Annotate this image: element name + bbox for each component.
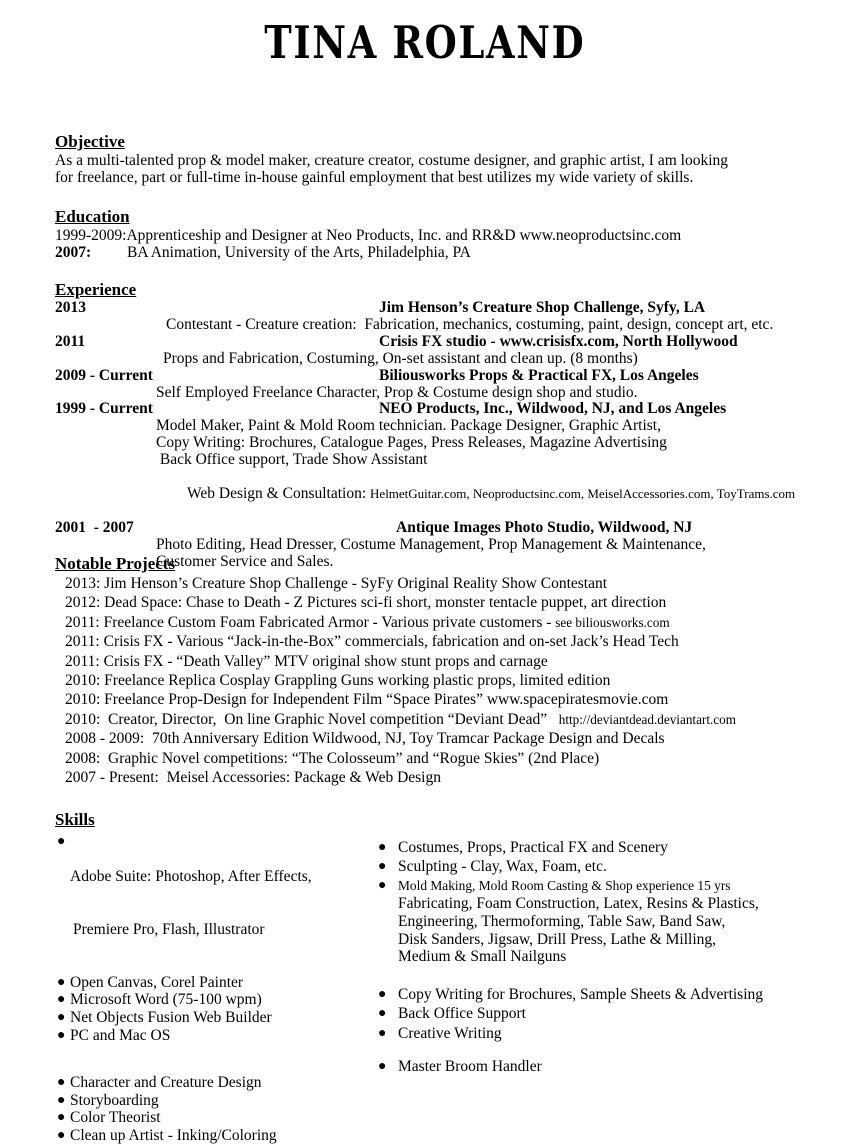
- skill-item: ● Net Objects Fusion Web Builder: [57, 1008, 272, 1026]
- skill-detail-line: Disk Sanders, Jigsaw, Drill Press, Lathe & Milling,: [398, 930, 717, 948]
- skill-detail-line: Fabricating, Foam Construction, Latex, Resins & Plastics,: [398, 895, 759, 912]
- experience-company: Antique Images Photo Studio, Wildwood, NJ: [396, 518, 693, 536]
- page-title: TINA ROLAND: [264, 16, 586, 69]
- education-entry: [55, 227, 835, 244]
- skill-item: ● Costumes, Props, Practical FX and Scenery: [378, 839, 668, 856]
- experience-company: Biliousworks Props & Practical FX, Los Angeles: [379, 366, 699, 384]
- objective-line: As a multi-talented prop & model maker, creature creator, costume designer, and graphic artist, I am looking: [55, 152, 729, 169]
- skill-detail-line: Medium & Small Nailguns: [398, 948, 567, 966]
- projects-list: [55, 574, 835, 787]
- experience-detail: Model Maker, Paint & Mold Room technician. Package Designer, Graphic Artist,: [156, 417, 661, 435]
- project-item: 2011: Freelance Custom Foam Fabricated Armor - Various private customers - see biliousworks.com: [65, 613, 670, 631]
- education-date: 1999-2009:: [55, 227, 127, 244]
- project-item: 2008 - 2009: 70th Anniversary Edition Wildwood, NJ, Toy Tramcar Package Design and Decals: [65, 730, 665, 748]
- experience-detail: Self Employed Freelance Character, Prop & Costume design shop and studio.: [156, 383, 638, 401]
- bullet-icon: ●: [378, 1025, 387, 1041]
- skills-column-right: [378, 838, 828, 1076]
- bullet-icon: ●: [378, 987, 387, 1003]
- education-entry: [55, 244, 835, 261]
- education-text: BA Animation, University of the Arts, Philadelphia, PA: [127, 244, 471, 261]
- skill-detail-line: Engineering, Thermoforming, Table Saw, Band Saw,: [398, 912, 726, 930]
- skill-item: ● Color Theorist: [57, 1109, 161, 1127]
- experience-entry: [55, 368, 835, 402]
- experience-detail-lead: Web Design & Consultation:: [187, 484, 371, 502]
- project-item: 2010: Freelance Prop-Design for Independent Film “Space Pirates” www.spacepiratesmovie.com: [65, 691, 669, 709]
- bullet-icon: ●: [57, 992, 66, 1008]
- skill-item: ● Master Broom Handler: [378, 1058, 542, 1076]
- experience-entry: [55, 334, 835, 368]
- header: [0, 16, 850, 69]
- section-notable-projects: [55, 553, 835, 787]
- skills-right-group2: [378, 985, 828, 1043]
- experience-heading: Experience: [55, 280, 137, 299]
- skill-item: ● Back Office Support: [378, 1005, 526, 1023]
- experience-company: Jim Henson’s Creature Shop Challenge, Syfy, LA: [379, 299, 706, 316]
- project-item: 2013: Jim Henson’s Creature Shop Challenge - SyFy Original Reality Show Contestant: [65, 575, 608, 592]
- experience-entry: [55, 300, 835, 334]
- project-item: 2010: Creator, Director, On line Graphic Novel competition “Deviant Dead” http://deviantdead.deviantart.com: [65, 710, 736, 728]
- project-item: 2008: Graphic Novel competitions: “The Colosseum” and “Rogue Skies” (2nd Place): [65, 749, 600, 767]
- bullet-icon: ●: [378, 1006, 387, 1022]
- section-education: [55, 206, 835, 261]
- skill-item: ● Storyboarding: [57, 1091, 159, 1109]
- project-item: 2011: Crisis FX - “Death Valley” MTV original show stunt props and carnage: [65, 652, 548, 670]
- experience-detail: Contestant - Creature creation: Fabrication, mechanics, costuming, paint, design, concept art, etc.: [166, 315, 774, 333]
- skill-item: ● Copy Writing for Brochures, Sample Sheets & Advertising: [378, 986, 764, 1004]
- skills-right-group3: [378, 1057, 828, 1076]
- objective-heading: Objective: [55, 132, 125, 151]
- project-item: 2011: Crisis FX - Various “Jack-in-the-Box” commercials, fabrication and on-set Jack’s Head Tech: [65, 633, 679, 651]
- skill-item: ● Creative Writing: [378, 1024, 502, 1042]
- experience-detail-urls: HelmetGuitar.com, Neoproductsinc.com, MeiselAccessories.com, ToyTrams.com: [370, 485, 796, 501]
- bullet-icon: ●: [57, 1127, 66, 1143]
- experience-date: 2013: [55, 299, 86, 316]
- experience-detail: Copy Writing: Brochures, Catalogue Pages, Press Releases, Magazine Advertising: [156, 434, 667, 452]
- bullet-icon: ●: [378, 840, 387, 855]
- skill-item-mold-making: ● Mold Making, Mold Room Casting & Shop experience 15 yrs: [378, 878, 731, 893]
- experience-detail: Photo Editing, Head Dresser, Costume Management, Prop Management & Maintenance,: [156, 535, 706, 553]
- project-item: 2012: Dead Space: Chase to Death - Z Pictures sci-fi short, monster tentacle puppet, art direction: [65, 594, 667, 612]
- bullet-icon: ●: [57, 1092, 66, 1108]
- experience-entry: [55, 401, 835, 519]
- skill-item: ● Character and Creature Design: [57, 1074, 262, 1092]
- bullet-icon: ●: [378, 859, 387, 874]
- skills-heading: Skills: [55, 810, 95, 829]
- skill-item: ● Adobe Suite: Photoshop, After Effects, Premiere Pro, Flash, Illustrator: [57, 833, 367, 974]
- bullet-icon: ●: [57, 974, 66, 990]
- experience-company: Crisis FX studio - www.crisisfx.com, North Hollywood: [379, 332, 738, 350]
- section-skills: [55, 809, 835, 1144]
- experience-date: 2009 - Current: [55, 366, 153, 384]
- bullet-icon: ●: [57, 1075, 66, 1091]
- project-item: 2007 - Present: Meisel Accessories: Package & Web Design: [65, 769, 441, 787]
- education-date: 2007:: [55, 244, 92, 261]
- project-item: 2010: Freelance Replica Cosplay Grappling Guns working plastic props, limited edition: [65, 672, 611, 690]
- experience-company: NEO Products, Inc., Wildwood, NJ, and Los Angeles: [379, 400, 727, 418]
- experience-detail: Props and Fabrication, Costuming, On-set assistant and clean up. (8 months): [163, 349, 638, 367]
- objective-line: for freelance, part or full-time in-house gainful employment that best utilizes my wide variety of skills.: [55, 169, 694, 187]
- skills-left-group2: [57, 1074, 367, 1144]
- bullet-icon: ●: [57, 834, 66, 849]
- experience-date: 1999 - Current: [55, 400, 153, 418]
- skill-item: ● Sculpting - Clay, Wax, Foam, etc.: [378, 858, 607, 875]
- skills-column-left: [57, 833, 367, 1144]
- experience-date: 2001 - 2007: [55, 518, 134, 536]
- experience-date: 2011: [55, 332, 86, 350]
- bullet-icon: ●: [57, 1110, 66, 1126]
- experience-detail: Customer Service and Sales.: [156, 552, 334, 570]
- education-heading: Education: [55, 207, 130, 226]
- skill-item: ● Clean up Artist - Inking/Coloring: [57, 1126, 277, 1144]
- section-experience: [55, 279, 835, 571]
- bullet-icon: ●: [57, 1027, 66, 1043]
- projects-heading: Notable Projects: [55, 554, 176, 573]
- skill-item: ● Microsoft Word (75-100 wpm): [57, 991, 262, 1009]
- experience-detail: Back Office support, Trade Show Assistant: [156, 451, 428, 469]
- experience-detail-web: [55, 469, 835, 520]
- education-text: Apprenticeship and Designer at Neo Products, Inc. and RR&D www.neoproductsinc.com: [126, 227, 682, 244]
- bullet-icon: ●: [378, 1059, 387, 1075]
- skill-item: ● Open Canvas, Corel Painter: [57, 973, 244, 991]
- skill-item: ● PC and Mac OS: [57, 1026, 171, 1044]
- bullet-icon: ●: [57, 1009, 66, 1025]
- section-objective: [55, 131, 835, 187]
- bullet-icon: ●: [378, 878, 387, 893]
